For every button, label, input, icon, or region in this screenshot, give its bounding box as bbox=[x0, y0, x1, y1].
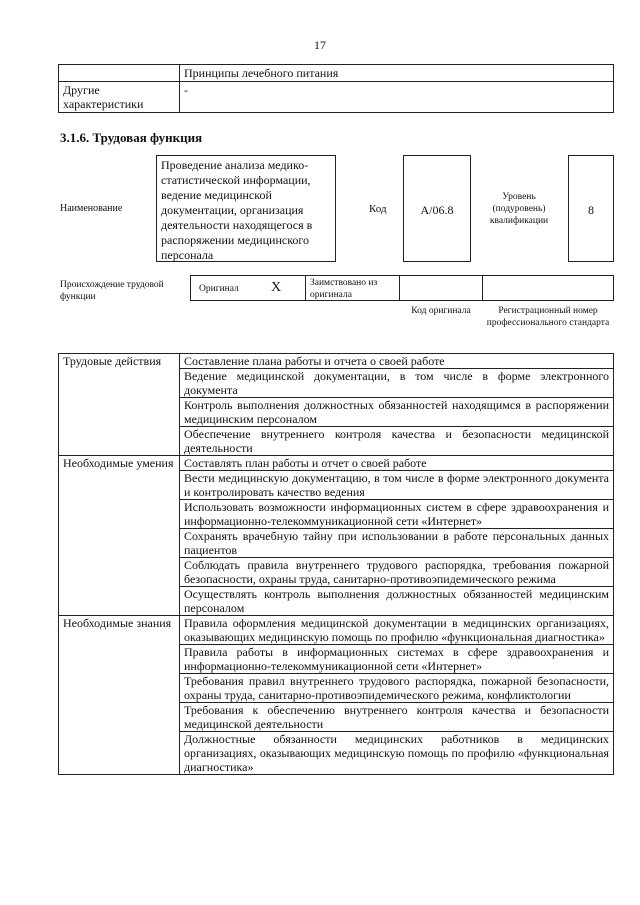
section-item: Должностные обязанности медицинских работников в медицинских организациях, оказывающих медицинскую помощь по профилю «функциональная диагностика» bbox=[180, 732, 614, 775]
section-item: Соблюдать правила внутреннего трудового распорядка, требования пожарной безопасности, охраны труда, санитарно-противоэпидемического режима bbox=[180, 558, 614, 587]
origin-label: Происхождение трудовой функции bbox=[60, 280, 164, 302]
table-row bbox=[59, 354, 614, 369]
level-label: Уровень (подуровень) квалификации bbox=[489, 192, 549, 226]
section-item: Сохранять врачебную тайну при использовании в работе персональных данных пациентов bbox=[180, 529, 614, 558]
table-row bbox=[59, 456, 614, 471]
section-label: Необходимые знания bbox=[59, 616, 180, 775]
code-original-box bbox=[399, 275, 483, 301]
section-item: Использовать возможности информационных систем в сфере здравоохранения и информационно-телекоммуникационной сети «Интернет» bbox=[180, 500, 614, 529]
section-label: Необходимые умения bbox=[59, 456, 180, 616]
page-number: 17 bbox=[314, 38, 326, 52]
table-row bbox=[59, 616, 614, 645]
section-item: Требования правил внутреннего трудового распорядка, пожарной безопасности, охраны труда, санитарно-противоэпидемического режима, конфликтологии bbox=[180, 674, 614, 703]
section-item: Требования к обеспечению внутреннего контроля качества и безопасности медицинской деятельности bbox=[180, 703, 614, 732]
top-table-empty-cell bbox=[59, 65, 180, 82]
origin-original-label: Оригинал bbox=[199, 284, 239, 294]
section-item: Ведение медицинской документации, в том числе в форме электронного документа bbox=[180, 369, 614, 398]
code-label: Код bbox=[369, 203, 387, 215]
top-table bbox=[58, 64, 614, 113]
top-table-row2-label: Другие характеристики bbox=[59, 82, 180, 113]
section-item: Составлять план работы и отчет о своей работе bbox=[180, 456, 614, 471]
name-label: Наименование bbox=[60, 203, 123, 214]
section-label: Трудовые действия bbox=[59, 354, 180, 456]
origin-mark: X bbox=[271, 280, 282, 295]
top-table-row1-value: Принципы лечебного питания bbox=[180, 65, 614, 82]
reg-number-caption: Регистрационный номер профессионального стандарта bbox=[486, 306, 610, 328]
code-value: А/06.8 bbox=[403, 155, 471, 262]
code-original-caption: Код оригинала bbox=[411, 306, 471, 316]
name-value: Проведение анализа медико-статистической информации, ведение медицинской документации, организация деятельности находящегося в распоряжении медицинского персонала bbox=[156, 155, 336, 262]
section-item: Составление плана работы и отчета о своей работе bbox=[180, 354, 614, 369]
section-item: Осуществлять контроль выполнения должностных обязанностей медицинским персоналом bbox=[180, 587, 614, 616]
section-title: 3.1.6. Трудовая функция bbox=[60, 130, 203, 145]
origin-borrowed: Заимствовано из оригинала bbox=[305, 275, 400, 301]
functions-table bbox=[58, 353, 614, 775]
reg-number-box bbox=[482, 275, 614, 301]
section-item: Обеспечение внутреннего контроля качества и безопасности медицинской деятельности bbox=[180, 427, 614, 456]
section-item: Правила оформления медицинской документации в медицинских организациях, оказывающих медицинскую помощь по профилю «функциональная диагностика» bbox=[180, 616, 614, 645]
origin-original-box bbox=[190, 275, 306, 301]
level-value: 8 bbox=[568, 155, 614, 262]
section-item: Контроль выполнения должностных обязанностей находящимся в распоряжении медицинским персоналом bbox=[180, 398, 614, 427]
section-item: Вести медицинскую документацию, в том числе в форме электронного документа и контролировать качество ведения bbox=[180, 471, 614, 500]
top-table-row2-value: - bbox=[180, 82, 614, 113]
section-item: Правила работы в информационных системах в сфере здравоохранения и информационно-телекоммуникационной сети «Интернет» bbox=[180, 645, 614, 674]
